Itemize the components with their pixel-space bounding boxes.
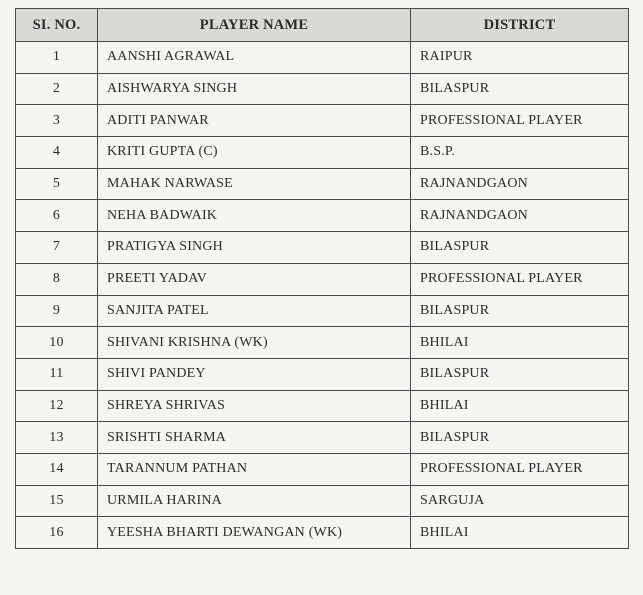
- header-player-name: PLAYER NAME: [98, 9, 411, 42]
- cell-district: BHILAI: [411, 517, 629, 549]
- table-row: [16, 485, 629, 517]
- cell-district: BILASPUR: [411, 358, 629, 390]
- cell-district: BILASPUR: [411, 422, 629, 454]
- cell-player-name: TARANNUM PATHAN: [98, 453, 411, 485]
- cell-sl-no: 11: [16, 358, 98, 390]
- cell-player-name: PRATIGYA SINGH: [98, 232, 411, 264]
- cell-district: PROFESSIONAL PLAYER: [411, 263, 629, 295]
- cell-player-name: SANJITA PATEL: [98, 295, 411, 327]
- table-row: [16, 105, 629, 137]
- table-row: [16, 137, 629, 169]
- cell-sl-no: 13: [16, 422, 98, 454]
- cell-sl-no: 4: [16, 137, 98, 169]
- cell-player-name: ADITI PANWAR: [98, 105, 411, 137]
- cell-sl-no: 3: [16, 105, 98, 137]
- table-row: [16, 517, 629, 549]
- table-row: [16, 232, 629, 264]
- cell-district: BILASPUR: [411, 295, 629, 327]
- cell-district: RAIPUR: [411, 42, 629, 74]
- header-row: [16, 9, 629, 42]
- cell-district: PROFESSIONAL PLAYER: [411, 453, 629, 485]
- cell-player-name: SHIVANI KRISHNA (WK): [98, 327, 411, 359]
- cell-sl-no: 9: [16, 295, 98, 327]
- table-row: [16, 390, 629, 422]
- table-row: [16, 200, 629, 232]
- table-row: [16, 295, 629, 327]
- cell-player-name: NEHA BADWAIK: [98, 200, 411, 232]
- cell-sl-no: 16: [16, 517, 98, 549]
- cell-player-name: URMILA HARINA: [98, 485, 411, 517]
- cell-player-name: SHREYA SHRIVAS: [98, 390, 411, 422]
- table-row: [16, 327, 629, 359]
- cell-sl-no: 6: [16, 200, 98, 232]
- cell-player-name: KRITI GUPTA (C): [98, 137, 411, 169]
- cell-sl-no: 7: [16, 232, 98, 264]
- cell-player-name: SHIVI PANDEY: [98, 358, 411, 390]
- player-table: [15, 8, 629, 549]
- table-header: [16, 9, 629, 42]
- cell-player-name: AISHWARYA SINGH: [98, 73, 411, 105]
- cell-sl-no: 5: [16, 168, 98, 200]
- cell-player-name: PREETI YADAV: [98, 263, 411, 295]
- cell-sl-no: 10: [16, 327, 98, 359]
- cell-sl-no: 14: [16, 453, 98, 485]
- table-body: [16, 42, 629, 549]
- cell-district: SARGUJA: [411, 485, 629, 517]
- cell-district: BILASPUR: [411, 73, 629, 105]
- cell-player-name: AANSHI AGRAWAL: [98, 42, 411, 74]
- table-row: [16, 42, 629, 74]
- cell-sl-no: 2: [16, 73, 98, 105]
- cell-district: RAJNANDGAON: [411, 168, 629, 200]
- cell-district: PROFESSIONAL PLAYER: [411, 105, 629, 137]
- cell-sl-no: 12: [16, 390, 98, 422]
- header-sl-no: SI. NO.: [16, 9, 98, 42]
- table-row: [16, 73, 629, 105]
- cell-district: BHILAI: [411, 327, 629, 359]
- cell-player-name: SRISHTI SHARMA: [98, 422, 411, 454]
- cell-district: B.S.P.: [411, 137, 629, 169]
- table-row: [16, 168, 629, 200]
- cell-sl-no: 15: [16, 485, 98, 517]
- cell-district: BHILAI: [411, 390, 629, 422]
- cell-district: RAJNANDGAON: [411, 200, 629, 232]
- cell-sl-no: 1: [16, 42, 98, 74]
- cell-player-name: MAHAK NARWASE: [98, 168, 411, 200]
- table-row: [16, 453, 629, 485]
- cell-district: BILASPUR: [411, 232, 629, 264]
- header-district: DISTRICT: [411, 9, 629, 42]
- table-row: [16, 358, 629, 390]
- table-row: [16, 263, 629, 295]
- table-row: [16, 422, 629, 454]
- cell-sl-no: 8: [16, 263, 98, 295]
- cell-player-name: YEESHA BHARTI DEWANGAN (WK): [98, 517, 411, 549]
